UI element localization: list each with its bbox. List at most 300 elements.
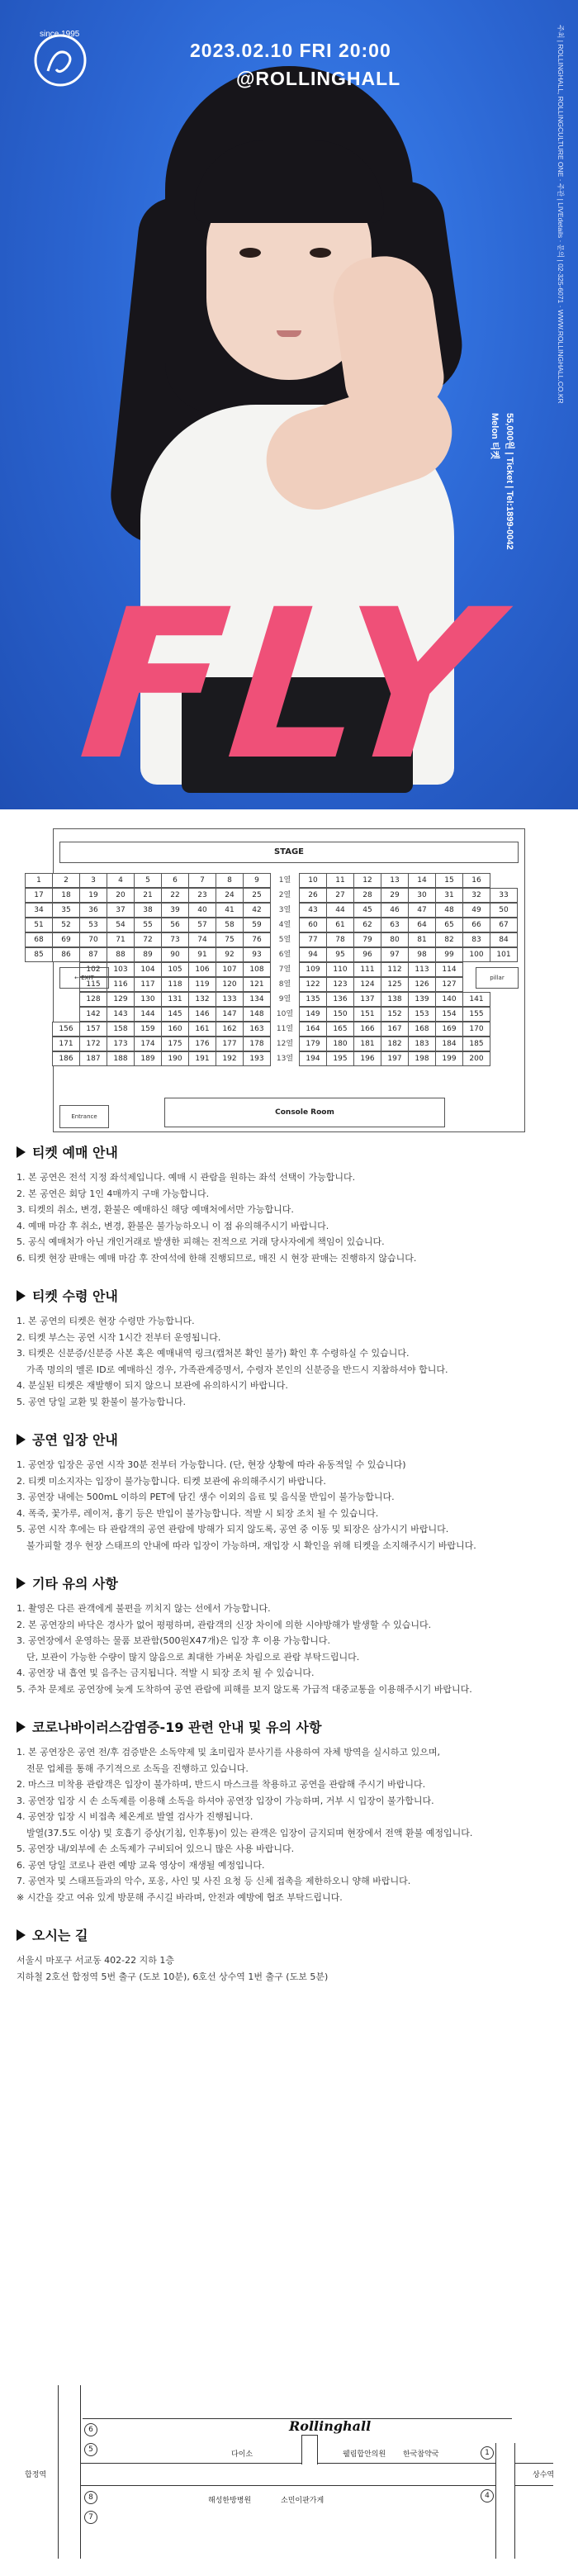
seat: 52: [52, 918, 80, 932]
section-title: [17, 1430, 561, 1449]
seat-row-left: [25, 888, 270, 903]
seat: 37: [107, 903, 135, 918]
seat: 189: [134, 1051, 162, 1066]
seat: 51: [25, 918, 53, 932]
seat: 16: [462, 873, 490, 888]
section-title-text: 티켓 예매 안내: [32, 1145, 118, 1160]
seat: 67: [490, 918, 518, 932]
event-poster: [0, 0, 578, 809]
seat: 68: [25, 932, 53, 947]
seat: 129: [107, 992, 135, 1007]
seat: 200: [462, 1051, 490, 1066]
seat: 114: [435, 962, 463, 977]
seat: 173: [107, 1037, 135, 1051]
seat: 176: [188, 1037, 216, 1051]
seat: 151: [353, 1007, 381, 1022]
seat: 162: [216, 1022, 244, 1037]
exit-door: ← EXIT: [59, 967, 109, 989]
info-sections: [17, 1142, 561, 2004]
seat: 71: [107, 932, 135, 947]
main-road: [58, 2463, 553, 2486]
seat-row-right: [299, 977, 462, 992]
seat: 46: [381, 903, 409, 918]
seat-row-left: [52, 1037, 270, 1051]
seat: 75: [216, 932, 244, 947]
seat: 57: [188, 918, 216, 932]
seat: 119: [188, 977, 216, 992]
seat: 156: [52, 1022, 80, 1037]
poster-title: FLY: [71, 565, 507, 805]
seat: 171: [52, 1037, 80, 1051]
section-item: ※ 시간을 갖고 여유 있게 방문해 주시길 바라며, 안전과 예방에 협조 부탁드립니다.: [17, 1891, 343, 1903]
seat: 110: [326, 962, 354, 977]
section-item: 2. 본 공연은 회당 1인 4매까지 구매 가능합니다.: [17, 1188, 210, 1199]
seat: 36: [79, 903, 107, 918]
section-item: 1. 촬영은 다른 관객에게 불편을 끼치지 않는 선에서 가능합니다.: [17, 1603, 271, 1614]
seat: 60: [299, 918, 327, 932]
seat: 130: [134, 992, 162, 1007]
seat: 87: [79, 947, 107, 962]
console-room: Console Room: [164, 1098, 445, 1127]
seat: 182: [381, 1037, 409, 1051]
info-section: [17, 1573, 561, 1697]
seat-row-left: [52, 1022, 270, 1037]
exit-5: 5: [84, 2443, 97, 2456]
seat: 143: [107, 1007, 135, 1022]
seat: 111: [353, 962, 381, 977]
seat-row-left: [25, 903, 270, 918]
row-label: 5열: [278, 936, 291, 944]
section-item: 1. 공연장 입장은 공연 시작 30분 전부터 가능합니다. (단, 현장 상황에 따라 유동적일 수 있습니다): [17, 1459, 406, 1470]
seat: 117: [134, 977, 162, 992]
seat: 8: [216, 873, 244, 888]
seat: 48: [435, 903, 463, 918]
seat: 184: [435, 1037, 463, 1051]
section-item: 1. 본 공연장은 공연 전/후 검증받은 소독약제 및 초미립자 분사기를 사용하여 자체 방역을 실시하고 있으며,: [17, 1747, 440, 1758]
seat: 125: [381, 977, 409, 992]
sangsu-station: 상수역: [533, 2471, 555, 2479]
seat: 188: [107, 1051, 135, 1066]
row-label: 10열: [276, 1010, 294, 1018]
seat: 133: [216, 992, 244, 1007]
seat: 146: [188, 1007, 216, 1022]
seat: 193: [243, 1051, 271, 1066]
seat: 168: [408, 1022, 436, 1037]
section-item: 2. 티켓 미소지자는 입장이 불가능합니다. 티켓 보관에 유의해주시기 바랍니다.: [17, 1475, 326, 1487]
seat: 82: [435, 932, 463, 947]
section-title: [17, 1573, 561, 1592]
section-item: 3. 티켓은 신분증/신분증 사본 혹은 예매내역 링크(캡처본 확인 불가) 확인 후 수령하실 수 있습니다.: [17, 1348, 410, 1359]
seat: 73: [161, 932, 189, 947]
seat: 155: [462, 1007, 490, 1022]
seat: 12: [353, 873, 381, 888]
seat: 132: [188, 992, 216, 1007]
seat: 40: [188, 903, 216, 918]
seat: 174: [134, 1037, 162, 1051]
section-item: 3. 공연장 입장 시 손 소독제를 이용해 소독을 하셔야 공연장 입장이 가능하며, 거부 시 입장이 불가합니다.: [17, 1795, 434, 1806]
seat-row-right: [299, 1037, 490, 1051]
section-item: 지하철 2호선 합정역 5번 출구 (도보 10분), 6호선 상수역 1번 출구 (도보 5분): [17, 1971, 329, 1982]
poster-credits: 주최 | ROLLINGHALL, ROLLINGCULTURE ONE · 주관 | LIVEdetails · 문의 | 02-325-6071 · WWW.ROLLINGHALL.CO.KR: [557, 25, 565, 404]
seat: 4: [107, 873, 135, 888]
section-title: [17, 1717, 561, 1736]
triangle-bullet-icon: [17, 1290, 26, 1302]
seat: 1: [25, 873, 53, 888]
section-title-text: 기타 유의 사항: [32, 1576, 118, 1592]
row-label: 8열: [278, 980, 291, 989]
seat: 55: [134, 918, 162, 932]
seat: 42: [243, 903, 271, 918]
seat: 161: [188, 1022, 216, 1037]
section-title: [17, 1286, 561, 1305]
seat: 9: [243, 873, 271, 888]
seat: 41: [216, 903, 244, 918]
seat: 89: [134, 947, 162, 962]
seat: 94: [299, 947, 327, 962]
seat: 148: [243, 1007, 271, 1022]
seat: 112: [381, 962, 409, 977]
seat: 102: [79, 962, 107, 977]
seat: 72: [134, 932, 162, 947]
seat-row-right: [299, 903, 517, 918]
section-item: 6. 티켓 현장 판매는 예매 마감 후 잔여석에 한해 진행되므로, 매진 시 현장 판매는 진행하지 않습니다.: [17, 1252, 417, 1264]
seat: 58: [216, 918, 244, 932]
info-section: [17, 1717, 561, 1905]
seat-row-left: [25, 873, 270, 888]
ticket-vendor: Melon 티켓: [490, 413, 500, 460]
seat-row-right: [299, 918, 517, 932]
seat: 84: [490, 932, 518, 947]
seat: 164: [299, 1022, 327, 1037]
exit-8: 8: [84, 2491, 97, 2504]
seat: 178: [243, 1037, 271, 1051]
section-item: 1. 본 공연의 티켓은 현장 수령만 가능합니다.: [17, 1316, 195, 1326]
seat: 74: [188, 932, 216, 947]
seat: 100: [462, 947, 490, 962]
seat: 83: [462, 932, 490, 947]
section-item: 4. 폭죽, 꽃가루, 레이저, 흉기 등은 반입이 불가능합니다. 적발 시 퇴장 조치 될 수 있습니다.: [17, 1507, 379, 1519]
seat: 34: [25, 903, 53, 918]
seat: 79: [353, 932, 381, 947]
seat: 126: [408, 977, 436, 992]
section-item: 5. 공연 당일 교환 및 환불이 불가능합니다.: [17, 1396, 186, 1407]
section-item: 불가피할 경우 현장 스태프의 안내에 따라 입장이 가능하며, 재입장 시 확인을 위해 티켓을 소지해주시기 바랍니다.: [26, 1539, 476, 1551]
seat: 24: [216, 888, 244, 903]
rollinghall-marker: Rollinghall: [289, 2418, 372, 2434]
seat: 108: [243, 962, 271, 977]
seat: 53: [79, 918, 107, 932]
seat: 47: [408, 903, 436, 918]
seat: 192: [216, 1051, 244, 1066]
seat: 139: [408, 992, 436, 1007]
event-venue: @ROLLINGHALL: [236, 68, 401, 89]
seat: 77: [299, 932, 327, 947]
section-item: 5. 공연장 내/외부에 손 소독제가 구비되어 있으니 많은 사용 바랍니다.: [17, 1843, 295, 1854]
section-title: [17, 1142, 561, 1161]
seat: 78: [326, 932, 354, 947]
section-item: 3. 공연장 내에는 500mL 이하의 PET에 담긴 생수 이외의 음료 및 음식물 반입이 불가능합니다.: [17, 1492, 395, 1502]
section-item: 4. 공연장 입장 시 비접촉 체온계로 발열 검사가 진행됩니다.: [17, 1811, 253, 1822]
seat: 32: [462, 888, 490, 903]
ticket-info-vertical: [492, 413, 528, 570]
seat: 104: [134, 962, 162, 977]
exit-1: 1: [481, 2446, 494, 2460]
seat: 113: [408, 962, 436, 977]
section-item: 3. 티켓의 취소, 변경, 환불은 예매하신 해당 예매처에서만 가능합니다.: [17, 1204, 294, 1215]
seat-row-left: [25, 918, 270, 932]
seat: 137: [353, 992, 381, 1007]
triangle-bullet-icon: [17, 1577, 26, 1589]
exit-6: 6: [84, 2423, 97, 2436]
seat: 186: [52, 1051, 80, 1066]
rollinghall-logo: [23, 23, 97, 97]
info-section: [17, 1925, 561, 1985]
seat: 33: [490, 888, 518, 903]
seat: 138: [381, 992, 409, 1007]
seat: 198: [408, 1051, 436, 1066]
section-item: 5. 공식 예매처가 아닌 개인거래로 발생한 피해는 전적으로 거래 당사자에게 책임이 있습니다.: [17, 1236, 385, 1247]
section-item: 가족 명의의 멜론 ID로 예매하신 경우, 가족관계증명서, 수령자 본인의 신분증을 반드시 지참하셔야 합니다.: [26, 1364, 448, 1375]
seat: 2: [52, 873, 80, 888]
info-section: [17, 1430, 561, 1554]
seat: 149: [299, 1007, 327, 1022]
section-item: 4. 분실된 티켓은 재발행이 되지 않으니 보관에 유의하시기 바랍니다.: [17, 1380, 288, 1391]
seat: 31: [435, 888, 463, 903]
seat: 159: [134, 1022, 162, 1037]
seat: 199: [435, 1051, 463, 1066]
seat: 10: [299, 873, 327, 888]
seat: 158: [107, 1022, 135, 1037]
seat-row-left: [25, 932, 270, 947]
seat-row-right: [299, 1051, 490, 1066]
info-section: [17, 1142, 561, 1266]
seat: 140: [435, 992, 463, 1007]
seat-row-left: [52, 1051, 270, 1066]
section-item: 발열(37.5도 이상) 및 호흡기 증상(기침, 인후통)이 있는 관객은 입장이 금지되며 현장에서 전액 환불 예정입니다.: [26, 1827, 473, 1838]
section-title: [17, 1925, 561, 1944]
section-item: 4. 예매 마감 후 취소, 변경, 환불은 불가능하오니 이 점 유의해주시기 바랍니다.: [17, 1220, 329, 1231]
seat-row-left: [79, 1007, 270, 1022]
row-label: 2열: [278, 891, 291, 899]
section-title-text: 공연 입장 안내: [32, 1432, 118, 1448]
section-item: 6. 공연 당일 코로나 관련 예방 교육 영상이 재생될 예정입니다.: [17, 1859, 265, 1871]
seat: 101: [490, 947, 518, 962]
triangle-bullet-icon: [17, 1721, 26, 1733]
seat: 167: [381, 1022, 409, 1037]
seat: 7: [188, 873, 216, 888]
seat: 65: [435, 918, 463, 932]
section-item: 2. 마스크 미착용 관람객은 입장이 불가하며, 반드시 마스크를 착용하고 공연을 관람해 주시기 바랍니다.: [17, 1779, 426, 1790]
seat: 185: [462, 1037, 490, 1051]
seat: 92: [216, 947, 244, 962]
seat: 6: [161, 873, 189, 888]
seat: 118: [161, 977, 189, 992]
row-label: 12열: [276, 1040, 294, 1048]
seat: 131: [161, 992, 189, 1007]
section-item: 2. 본 공연장의 바닥은 경사가 없어 평평하며, 관람객의 신장 차이에 의한 시야방해가 발생할 수 있습니다.: [17, 1619, 432, 1630]
section-title-text: 오시는 길: [32, 1928, 88, 1943]
row-label: 7열: [278, 965, 291, 974]
seat: 195: [326, 1051, 354, 1066]
section-title-text: 코로나바이러스감염증-19 관련 안내 및 유의 사항: [32, 1720, 322, 1735]
seat: 124: [353, 977, 381, 992]
seat: 29: [381, 888, 409, 903]
seat: 116: [107, 977, 135, 992]
seat-map: [34, 828, 525, 1132]
seat: 11: [326, 873, 354, 888]
section-item: 5. 주차 문제로 공연장에 늦게 도착하여 공연 관람에 피해를 보지 않도록 가급적 대중교통을 이용해주시기 바랍니다.: [17, 1683, 472, 1695]
hapjeong-station: 합정역: [25, 2471, 47, 2479]
row-label: 1열: [278, 876, 291, 885]
seat: 144: [134, 1007, 162, 1022]
seat: 194: [299, 1051, 327, 1066]
seat-row-right: [299, 932, 517, 947]
seat: 28: [353, 888, 381, 903]
seat: 18: [52, 888, 80, 903]
seat: 109: [299, 962, 327, 977]
seat: 17: [25, 888, 53, 903]
seat: 26: [299, 888, 327, 903]
seat: 135: [299, 992, 327, 1007]
pillar: pillar: [476, 967, 519, 989]
seat: 95: [326, 947, 354, 962]
row-label: 11열: [276, 1025, 294, 1033]
seat: 81: [408, 932, 436, 947]
seat: 13: [381, 873, 409, 888]
seat: 50: [490, 903, 518, 918]
seat: 127: [435, 977, 463, 992]
row-label: 6열: [278, 951, 291, 959]
seat: 106: [188, 962, 216, 977]
section-item: 서울시 마포구 서교동 402-22 지하 1층: [17, 1955, 174, 1966]
section-item: 전문 업체를 통해 주기적으로 소독을 진행하고 있습니다.: [26, 1762, 249, 1774]
seat: 19: [79, 888, 107, 903]
section-item: 7. 공연자 및 스태프들과의 악수, 포옹, 사인 및 사진 요청 등 신체 접촉을 제한하오니 양해 바랍니다.: [17, 1876, 411, 1886]
seat: 85: [25, 947, 53, 962]
seat: 163: [243, 1022, 271, 1037]
seat: 196: [353, 1051, 381, 1066]
seat: 169: [435, 1022, 463, 1037]
info-section: [17, 1286, 561, 1410]
seat: 160: [161, 1022, 189, 1037]
seat: 115: [79, 977, 107, 992]
seat-row-right: [299, 992, 490, 1007]
seat: 197: [381, 1051, 409, 1066]
section-item: 5. 공연 시작 후에는 타 관람객의 공연 관람에 방해가 되지 않도록, 공연 중 이동 및 퇴장은 삼가시기 바랍니다.: [17, 1524, 449, 1535]
haesung-label: 해성한방병원: [208, 2497, 252, 2505]
seat: 27: [326, 888, 354, 903]
seat: 177: [216, 1037, 244, 1051]
seat: 61: [326, 918, 354, 932]
seat: 54: [107, 918, 135, 932]
seat-row-left: [25, 947, 270, 962]
seat: 45: [353, 903, 381, 918]
seat: 179: [299, 1037, 327, 1051]
row-label: 4열: [278, 921, 291, 929]
seat: 152: [381, 1007, 409, 1022]
seat: 141: [462, 992, 490, 1007]
seat: 128: [79, 992, 107, 1007]
event-date: 2023.02.10 FRI 20:00: [190, 40, 391, 61]
seat: 147: [216, 1007, 244, 1022]
seat-row-right: [299, 962, 462, 977]
right-road: [495, 2443, 515, 2559]
seat: 30: [408, 888, 436, 903]
triangle-bullet-icon: [17, 1434, 26, 1445]
seat: 183: [408, 1037, 436, 1051]
seat: 90: [161, 947, 189, 962]
exit-7: 7: [84, 2511, 97, 2524]
seat: 14: [408, 873, 436, 888]
seat: 64: [408, 918, 436, 932]
triangle-bullet-icon: [17, 1146, 26, 1158]
seat: 25: [243, 888, 271, 903]
section-item: 3. 공연장에서 운영하는 물품 보관함(500원X47개)은 입장 후 이용 가능합니다.: [17, 1635, 330, 1646]
seat: 96: [353, 947, 381, 962]
seat: 153: [408, 1007, 436, 1022]
ticket-price: 55,000원 | Ticket | Tel:1899-0042: [505, 413, 514, 550]
seat: 3: [79, 873, 107, 888]
seat: 69: [52, 932, 80, 947]
seat-row-right: [299, 873, 490, 888]
seat: 121: [243, 977, 271, 992]
seat: 98: [408, 947, 436, 962]
seat: 165: [326, 1022, 354, 1037]
seat: 76: [243, 932, 271, 947]
svg-text:since 1995: since 1995: [40, 30, 80, 39]
seat: 59: [243, 918, 271, 932]
seat: 88: [107, 947, 135, 962]
seat: 70: [79, 932, 107, 947]
triangle-bullet-icon: [17, 1929, 26, 1941]
section-item: 2. 티켓 부스는 공연 시작 1시간 전부터 운영됩니다.: [17, 1331, 221, 1343]
entrance: Entrance: [59, 1105, 109, 1128]
seat: 120: [216, 977, 244, 992]
seat: 157: [79, 1022, 107, 1037]
seat: 107: [216, 962, 244, 977]
seat: 44: [326, 903, 354, 918]
seat: 191: [188, 1051, 216, 1066]
seat-row-right: [299, 888, 517, 903]
seat: 97: [381, 947, 409, 962]
seat: 93: [243, 947, 271, 962]
alley: [301, 2435, 318, 2465]
seat: 103: [107, 962, 135, 977]
seat: 62: [353, 918, 381, 932]
seat: 56: [161, 918, 189, 932]
seat: 49: [462, 903, 490, 918]
seat: 190: [161, 1051, 189, 1066]
seat: 145: [161, 1007, 189, 1022]
seat: 170: [462, 1022, 490, 1037]
seat: 21: [134, 888, 162, 903]
seat: 180: [326, 1037, 354, 1051]
seat-row-right: [299, 1007, 490, 1022]
seat: 80: [381, 932, 409, 947]
somin-label: 소민이판가게: [281, 2497, 325, 2505]
seat: 86: [52, 947, 80, 962]
seat: 150: [326, 1007, 354, 1022]
seat: 123: [326, 977, 354, 992]
seat: 172: [79, 1037, 107, 1051]
seat: 5: [134, 873, 162, 888]
seat: 63: [381, 918, 409, 932]
welrim-label: 웰림합안의원: [343, 2450, 386, 2459]
daiso-label: 다이소: [231, 2450, 253, 2459]
seat: 136: [326, 992, 354, 1007]
location-map: [25, 2385, 553, 2559]
pharmacy-label: 한국참약국: [403, 2450, 439, 2459]
